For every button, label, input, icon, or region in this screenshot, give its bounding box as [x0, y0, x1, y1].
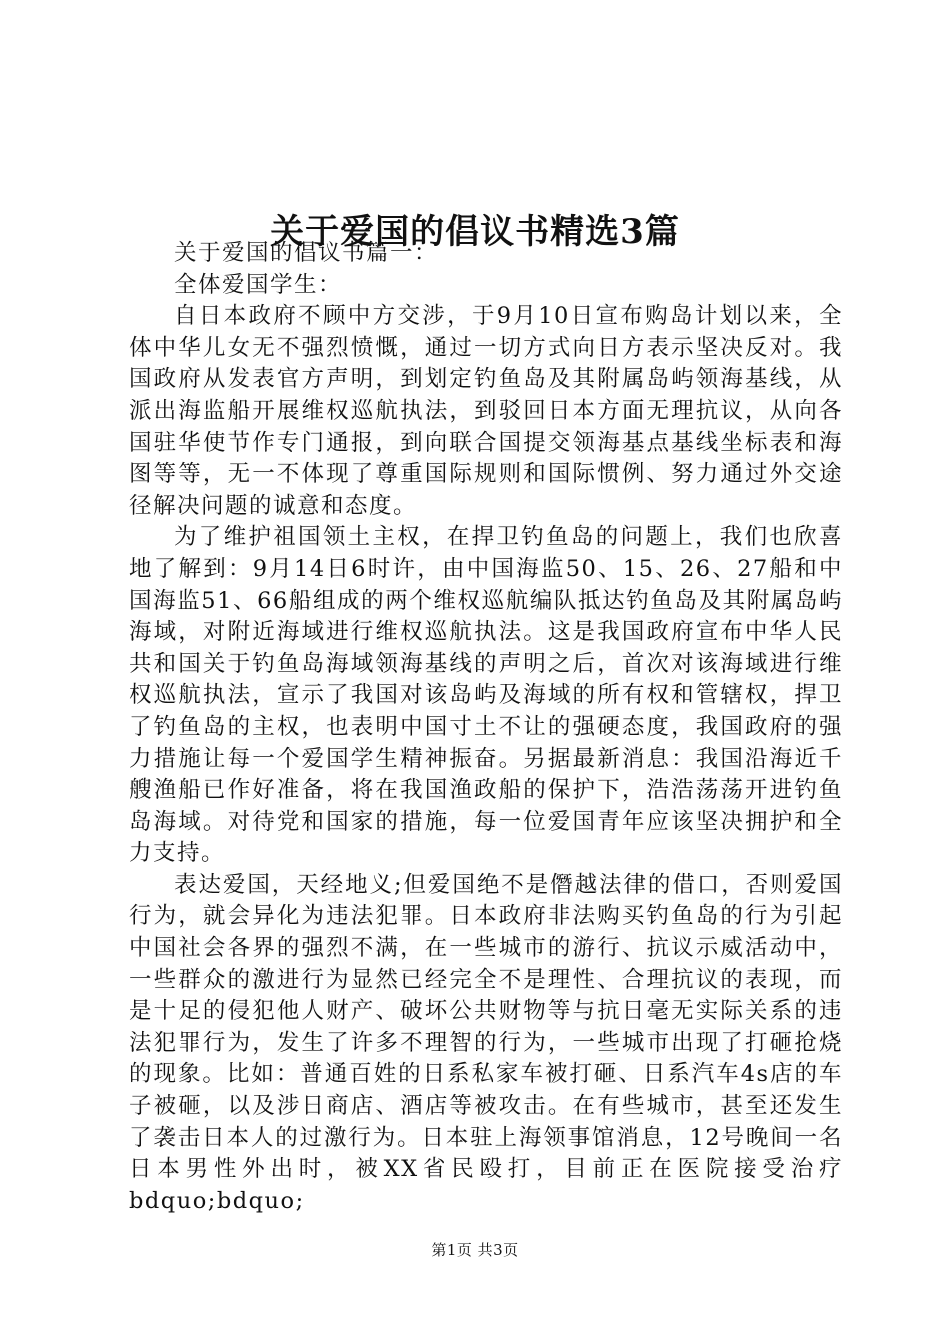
document-body	[129, 238, 843, 1217]
salutation: 全体爱国学生：	[174, 271, 343, 298]
page-footer: 第1页 共3页	[431, 1241, 519, 1259]
section-heading: 关于爱国的倡议书篇一：	[174, 240, 439, 266]
paragraph-3: 表达爱国，天经地义;但爱国绝不是僭越法律的借口，否则爱国行为，就会异化为违法犯罪。日本政府非法购买钓鱼岛的行为引起中国社会各界的强烈不满，在一些城市的游行、抗议示威活动中，一些群众的激进行为显然已经完全不是理性、合理抗议的表现，而是十足的侵犯他人财产、破坏公共财物等与抗日毫无实际关系的违法犯罪行为，发生了许多不理智的行为，一些城市出现了打砸抢烧的现象。比如：普通百姓的日系私家车被打砸、日系汽车4s店的车子被砸，以及涉日商店、酒店等被攻击。在有些城市，甚至还发生了袭击日本人的过激行为。日本驻上海领事馆消息，12号晚间一名日本男性外出时，被XX省民殴打，目前正在医院接受治疗bdquo;bdquo;	[129, 871, 843, 1214]
paragraph-2: 为了维护祖国领土主权，在捍卫钓鱼岛的问题上，我们也欣喜地了解到：9月14日6时许，由中国海监50、15、26、27船和中国海监51、66船组成的两个维权巡航编队抵达钓鱼岛及其附属岛屿海域，对附近海域进行维权巡航执法。这是我国政府宣布中华人民共和国关于钓鱼岛海域领海基线的声明之后，首次对该海域进行维权巡航执法，宣示了我国对该岛屿及海域的所有权和管辖权，捍卫了钓鱼岛的主权，也表明中国寸土不让的强硬态度，我国政府的强力措施让每一个爱国学生精神振奋。另据最新消息：我国沿海近千艘渔船已作好准备，将在我国渔政船的保护下，浩浩荡荡开进钓鱼岛海域。对待党和国家的措施，每一位爱国青年应该坚决拥护和全力支持。	[129, 524, 843, 867]
paragraph-1: 自日本政府不顾中方交涉，于9月10日宣布购岛计划以来，全体中华儿女无不强烈愤慨，通过一切方式向日方表示坚决反对。我国政府从发表官方声明，到划定钓鱼岛及其附属岛屿领海基线，从派出海监船开展维权巡航执法，到驳回日本方面无理抗议，从向各国驻华使节作专门通报，到向联合国提交领海基点基线坐标表和海图等等，无一不体现了尊重国际规则和国际惯例、努力通过外交途径解决问题的诚意和态度。	[129, 303, 843, 519]
document-title: 关于爱国的倡议书精选3篇	[270, 211, 680, 252]
